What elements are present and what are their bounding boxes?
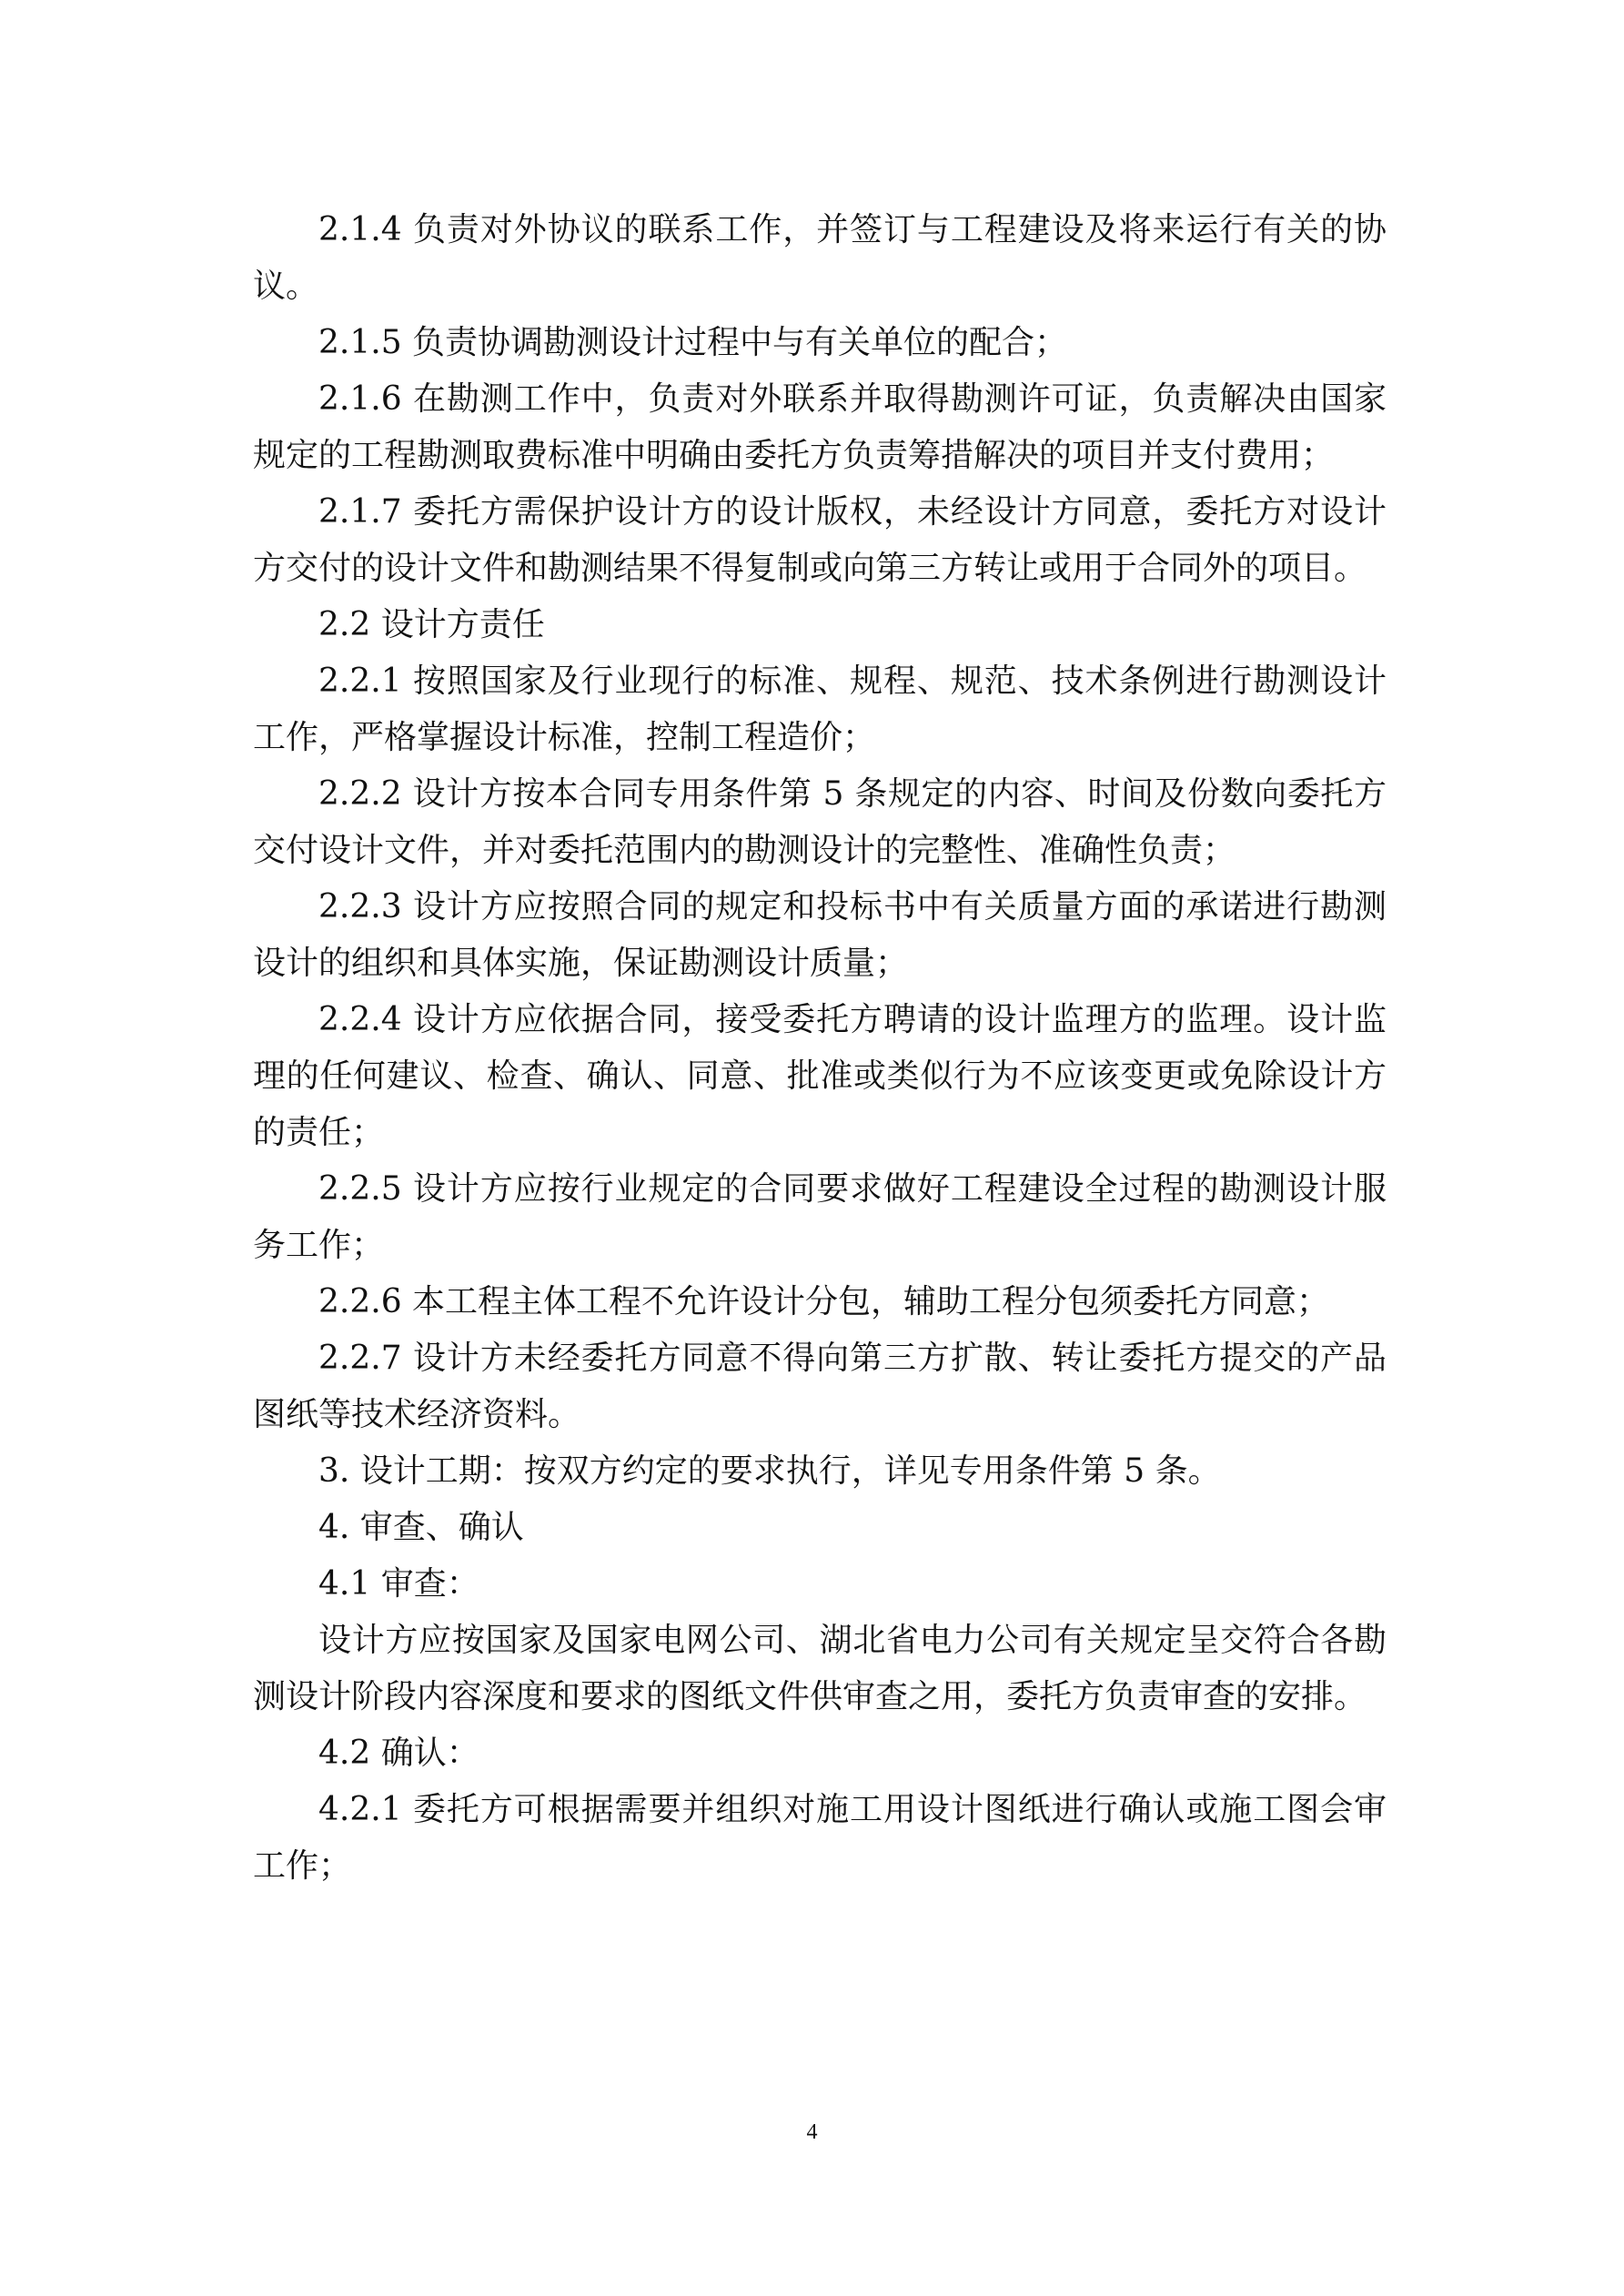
heading-2-2: 2.2 设计方责任 bbox=[318, 606, 545, 643]
paragraph-4-2-1: 4.2.1 委托方可根据需要并组织对施工用设计图纸进行确认或施工图会审工作； bbox=[253, 1791, 1387, 1885]
paragraph-2-2-6: 2.2.6 本工程主体工程不允许设计分包，辅助工程分包须委托方同意； bbox=[318, 1283, 1330, 1320]
paragraph-2-2-1: 2.2.1 按照国家及行业现行的标准、规程、规范、技术条例进行勘测设计工作，严格掌握设计标准，控制工程造价； bbox=[253, 663, 1387, 756]
heading-4-1: 4.1 审查： bbox=[318, 1565, 479, 1603]
paragraph-2-2-4: 2.2.4 设计方应依据合同，接受委托方聘请的设计监理方的监理。设计监理的任何建议、检查、确认、同意、批准或类似行为不应该变更或免除设计方的责任； bbox=[253, 1001, 1387, 1151]
paragraph-2-1-6: 2.1.6 在勘测工作中，负责对外联系并取得勘测许可证，负责解决由国家规定的工程勘测取费标准中明确由委托方负责筹措解决的项目并支付费用； bbox=[253, 380, 1387, 474]
heading-4-review: 4. 审查、确认 bbox=[318, 1509, 524, 1546]
page-body bbox=[253, 202, 1387, 1895]
paragraph-2-1-7: 2.1.7 委托方需保护设计方的设计版权，未经设计方同意，委托方对设计方交付的设计文件和勘测结果不得复制或向第三方转让或用于合同外的项目。 bbox=[253, 493, 1387, 587]
paragraph-2-1-4: 2.1.4 负责对外协议的联系工作，并签订与工程建设及将来运行有关的协议。 bbox=[253, 211, 1387, 305]
paragraph-2-1-5: 2.1.5 负责协调勘测设计过程中与有关单位的配合； bbox=[318, 324, 1068, 361]
paragraph-3-schedule: 3. 设计工期：按双方约定的要求执行，详见专用条件第 5 条。 bbox=[318, 1452, 1221, 1490]
heading-4-2: 4.2 确认： bbox=[318, 1735, 479, 1772]
paragraph-4-1-body: 设计方应按国家及国家电网公司、湖北省电力公司有关规定呈交符合各勘测设计阶段内容深度和要求的图纸文件供审查之用，委托方负责审查的安排。 bbox=[253, 1622, 1387, 1715]
paragraph-2-2-2: 2.2.2 设计方按本合同专用条件第 5 条规定的内容、时间及份数向委托方交付设计文件，并对委托范围内的勘测设计的完整性、准确性负责； bbox=[253, 775, 1387, 869]
paragraph-2-2-7: 2.2.7 设计方未经委托方同意不得向第三方扩散、转让委托方提交的产品图纸等技术经济资料。 bbox=[253, 1340, 1387, 1433]
paragraph-2-2-5: 2.2.5 设计方应按行业规定的合同要求做好工程建设全过程的勘测设计服务工作； bbox=[253, 1170, 1387, 1264]
paragraph-2-2-3: 2.2.3 设计方应按照合同的规定和投标书中有关质量方面的承诺进行勘测设计的组织和具体实施，保证勘测设计质量； bbox=[253, 888, 1387, 982]
page-number: 4 bbox=[806, 2120, 818, 2144]
